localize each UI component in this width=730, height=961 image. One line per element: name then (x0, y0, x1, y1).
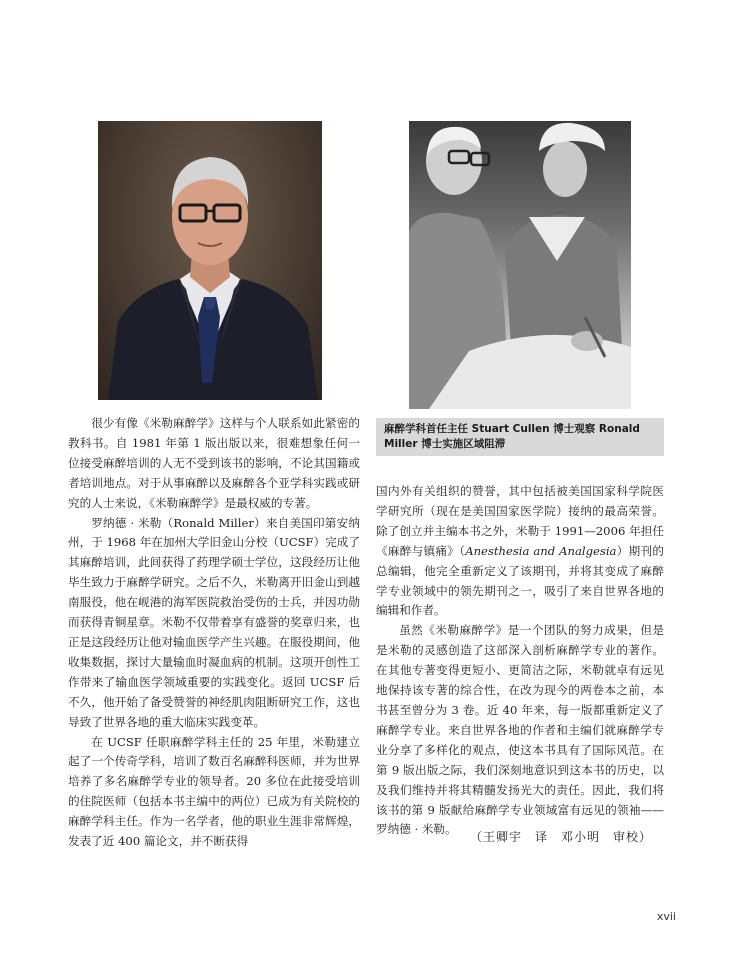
paragraph-biography: 罗纳德 · 米勒（Ronald Miller）来自美国印第安纳州，于 1968 年在加州大学旧金山分校（UCSF）完成了其麻醉培训，此间获得了药理学硕士学位，这段经历让他毕生致力于麻醉学研究。之后不久，米勒离开旧金山到越南服役，他在岘港的海军医院救治受伤的士兵，并因功勋而获得青铜星章。米勒不仅带着享有盛誉的奖章归来，也正是这段经历让他对输血医学产生兴趣。在服役期间，他收集数据，探讨大量输血时凝血病的机制。这项开创性工作带来了输血医学领域重要的实践变化。返回 UCSF 后不久，他开始了备受赞誉的神经肌肉阻断研究工作，这也导致了世界各地的重大临床实践变革。 (68, 515, 360, 729)
portrait-photo (98, 121, 322, 400)
paragraph-intro: 很少有像《米勒麻醉学》这样与个人联系如此紧密的教科书。自 1981 年第 1 版出版以来，很难想象任何一位接受麻醉培训的人无不受到该书的影响，不论其国籍或者培训地点。对于从事麻醉以及麻醉各个亚学科实践或研究的人士来说，《米勒麻醉学》是最权威的专著。 (68, 416, 360, 510)
paragraph-ucsf-chair: 在 UCSF 任职麻醉学科主任的 25 年里，米勒建立起了一个传奇学科，培训了数百名麻醉科医师，并为世界培养了多名麻醉学专业的领导者。20 多位在此接受培训的住院医师（包括本书主编中的两位）已成为有关院校的麻醉学科主任。作为一名学者，他的职业生涯非常辉煌，发表了近 400 篇论文，并不断获得 (68, 734, 360, 849)
translator-reviewer-credit: （王卿宇 译 邓小明 审校） (470, 830, 653, 844)
continuation-end-text: ）期刊的总编辑，他完全重新定义了该期刊，并将其变成了麻醉学专业领域中的领先期刊之一，吸引了来自世界各地的编辑和作者。 (376, 543, 664, 618)
left-text-column (68, 414, 360, 852)
photo-caption: 麻醉学科首任主任 Stuart Cullen 博士观察 Ronald Miller 博士实施区域阻滞 (376, 418, 664, 456)
historic-photo (409, 121, 631, 409)
page-number: xvii (656, 910, 676, 923)
paragraph-dedication: 虽然《米勒麻醉学》是一个团队的努力成果，但是是米勒的灵感创造了这部深入剖析麻醉学专业的著作。在其他专著变得更短小、更简洁之际，米勒就卓有远见地保持该专著的综合性，在改为现今的两卷本之前，本书甚至曾分为 3 卷。近 40 年来，每一版都重新定义了麻醉学专业。来自世界各地的作者和主编们就麻醉学专业分享了多样化的观点，使这本书具有了国际风范。在第 9 版出版之际，我们深刻地意识到这本书的历史，以及我们维持并将其精髓发扬光大的责任。因此，我们将该书的第 9 版献给麻醉学专业领域富有远见的领袖——罗纳德 · 米勒。 (376, 623, 664, 837)
historic-photo-illustration (409, 121, 631, 409)
journal-name: Anesthesia and Analgesia (465, 543, 617, 558)
paragraph-continuation (376, 482, 664, 621)
portrait-illustration (98, 121, 322, 400)
continuation-text: 国内外有关组织的赞誉，其中包括被美国国家科学院医学研究所（现在是美国国家医学院）接纳的最高荣誉。除了创立并主编本书之外，米勒于 1991—2006 年担任《麻醉与镇痛》（ (376, 484, 664, 558)
right-text-column (376, 482, 664, 840)
